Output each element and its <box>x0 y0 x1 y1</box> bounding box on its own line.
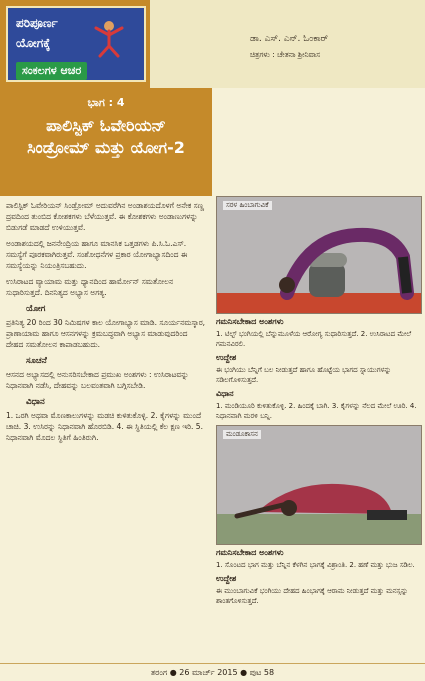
brand-line-1: ಪರಿಪೂರ್ಣ <box>16 16 58 30</box>
photo-caption-1: ಸರಳ ಹಿಂಬಾಗುವಿಕೆ <box>223 201 272 210</box>
page-footer: ತರಂಗ ● 26 ಮಾರ್ಚ್ 2015 ● ಪುಟ 58 <box>0 663 425 681</box>
article-title-panel <box>0 88 212 196</box>
body-paragraph: ಪ್ರತಿನಿತ್ಯ 20 ರಿಂದ 30 ನಿಮಿಷಗಳ ಕಾಲ ಯೋಗಾಭ್ಯಾಸ ಮಾಡಿ. ಸೂರ್ಯನಮಸ್ಕಾರ, ಪ್ರಾಣಾಯಾಮ ಹಾಗೂ ಆಸನಗಳನ್ನು ಕ್ರಮಬದ್ಧವಾಗಿ ಅಭ್ಯಾಸ ಮಾಡುವುದರಿಂದ ದೇಹದ ಸಮತೋಲನ ಕಾಪಾಡಬಹುದು. <box>6 318 206 349</box>
section-heading-yoga: ಯೋಗ <box>26 304 46 314</box>
article-title-line-2: ಸಿಂಡ್ರೋಮ್ ಮತ್ತು ಯೋಗ-2 <box>27 138 185 157</box>
right-text-2: ಈ ಭಂಗಿಯು ಬೆನ್ನಿಗೆ ಬಲ ನೀಡುತ್ತದೆ ಹಾಗೂ ಹೊಟ್ಟೆಯ ಭಾಗದ ಸ್ನಾಯುಗಳನ್ನು ಸಡಿಲಗೊಳಿಸುತ್ತದೆ. <box>216 366 392 384</box>
article-title-line-1: ಪಾಲಿಸ್ಟಿಕ್ ಓವೇರಿಯನ್ <box>46 116 166 135</box>
body-paragraph: 1. ಒರಗಿ ಅಥವಾ ಮೊಣಕಾಲುಗಳನ್ನು ಮಡಚಿ ಕುಳಿತುಕೊಳ್ಳಿ. 2. ಕೈಗಳನ್ನು ಮುಂದೆ ಚಾಚಿ. 3. ಉಸಿರನ್ನು ನಿಧಾನವಾಗಿ ಹೊರಬಿಡಿ. 4. ಈ ಸ್ಥಿತಿಯಲ್ಲಿ ಕೆಲ ಕ್ಷಣ ಇರಿ. 5. ನಿಧಾನವಾಗಿ ಮೊದಲ ಸ್ಥಿತಿಗೆ ಹಿಂತಿರುಗಿ. <box>6 411 203 442</box>
photo-credit: ಚಿತ್ರಗಳು : ಚೇತನಾ ಶ್ರೀನಿವಾಸ <box>250 50 321 59</box>
photo-caption-2: ಮಂಡೂಕಾಸನ <box>223 430 261 439</box>
right-column <box>216 196 422 610</box>
right-text-5: ಈ ಮುಂಬಾಗುವಿಕೆ ಭಂಗಿಯು ದೇಹದ ಹಿಂಭಾಗಕ್ಕೆ ಆರಾಮ ನೀಡುತ್ತದೆ ಮತ್ತು ಮನಸ್ಸನ್ನು ಶಾಂತಗೊಳಿಸುತ್ತದೆ. <box>216 587 409 605</box>
right-heading-3: ವಿಧಾನ <box>216 389 234 398</box>
right-heading-2: ಉದ್ದೇಶ <box>216 353 237 362</box>
author-byline: ಡಾ. ಎಸ್. ಎನ್. ಓಂಕಾರ್ <box>250 34 329 44</box>
section-heading-tips: ಸೂಚನೆ <box>26 356 47 366</box>
child-pose-photo <box>216 425 422 545</box>
series-brand-panel <box>0 0 150 88</box>
body-paragraph: ಆಸನದ ಅಭ್ಯಾಸದಲ್ಲಿ ಅನುಸರಿಸಬೇಕಾದ ಪ್ರಮುಖ ಅಂಶಗಳು : ಉಸಿರಾಟವನ್ನು ನಿಧಾನವಾಗಿ ನಡೆಸಿ, ದೇಹವನ್ನು ಬಲವಂತವಾಗಿ ಬಗ್ಗಿಸಬೇಡಿ. <box>6 370 189 390</box>
brand-line-3: ಸಂಕಲಗಳ ಆಚರ <box>16 62 87 80</box>
right-heading-5: ಉದ್ದೇಶ <box>216 574 237 583</box>
right-heading-4: ಗಮನಿಸಬೇಕಾದ ಅಂಶಗಳು <box>216 548 284 557</box>
section-heading-method: ವಿಧಾನ <box>26 397 45 407</box>
series-brand-logo <box>6 6 146 82</box>
right-text-4: 1. ಸೊಂಟದ ಭಾಗ ಮತ್ತು ಬೆನ್ನಿನ ಕೆಳಗಿನ ಭಾಗಕ್ಕೆ ವಿಶ್ರಾಂತಿ. 2. ಹಣೆ ಮತ್ತು ಭುಜ ಸಡಿಲ. <box>216 561 415 569</box>
left-column <box>6 200 206 660</box>
header-byline-area <box>150 0 425 88</box>
article-part: ಭಾಗ : 4 <box>87 96 125 109</box>
body-paragraph: ಅಂಡಾಶಯದಲ್ಲಿ ಜನನೇಂದ್ರಿಯ ಹಾಗೂ ಮಾನಸಿಕ ಒತ್ತಡಗಳು ಪಿ.ಸಿ.ಓ.ಎಸ್. ಸಮಸ್ಯೆಗೆ ಪೂರಕವಾಗಿರುತ್ತವೆ. ಸಂಶೋಧನೆಗಳ ಪ್ರಕಾರ ಯೋಗಾಭ್ಯಾಸದಿಂದ ಈ ಸಮಸ್ಯೆಯನ್ನು ನಿಯಂತ್ರಿಸಬಹುದು. <box>6 239 188 270</box>
backbend-pose-photo <box>216 196 422 314</box>
right-text-1: 1. ಟಿಲ್ಟ್ ಭಂಗಿಯಲ್ಲಿ ಬೆನ್ನುಮೂಳೆಯ ಆರೋಗ್ಯ ಸುಧಾರಿಸುತ್ತದೆ. 2. ಉಸಿರಾಟದ ಮೇಲೆ ಗಮನವಿರಲಿ. <box>216 330 412 348</box>
right-heading-1: ಗಮನಿಸಬೇಕಾದ ಅಂಶಗಳು <box>216 317 284 326</box>
body-paragraph: ಪಾಲಿಸ್ಟಿಕ್ ಓವೇರಿಯನ್ ಸಿಂಡ್ರೋಮ್ ಅದುವರೆಗಿನ ಅಂಡಾಶಯದೊಳಗೆ ಅನೇಕ ಸಣ್ಣ ದ್ರವದಿಂದ ತುಂಬಿದ ಕೋಶಕಗಳು ಬೆಳೆಯುತ್ತವೆ. ಈ ಕೋಶಕಗಳು ಅಂಡಾಣುಗಳನ್ನು ಬಿಡುಗಡೆ ಮಾಡದೆ ಉಳಿಯುತ್ತವೆ. <box>6 201 205 232</box>
yoga-figure-icon <box>84 18 134 58</box>
backbend-pose-illustration <box>217 197 422 313</box>
child-pose-illustration <box>217 426 422 544</box>
body-paragraph: ಉಸಿರಾಟದ ವ್ಯಾಯಾಮ ಮತ್ತು ಧ್ಯಾನದಿಂದ ಹಾರ್ಮೋನ್ ಸಮತೋಲನ ಸುಧಾರಿಸುತ್ತದೆ. ದಿನನಿತ್ಯದ ಅಭ್ಯಾಸ ಅಗತ್ಯ. <box>6 277 174 297</box>
brand-line-2: ಯೋಗಕ್ಕೆ <box>16 36 51 50</box>
right-text-3: 1. ಮಂಡಿಯೂರಿ ಕುಳಿತುಕೊಳ್ಳಿ. 2. ಹಿಂದಕ್ಕೆ ಬಾಗಿ. 3. ಕೈಗಳನ್ನು ನೆಲದ ಮೇಲೆ ಊರಿ. 4. ನಿಧಾನವಾಗಿ ಮರಳಿ ಬನ್ನಿ. <box>216 402 417 420</box>
